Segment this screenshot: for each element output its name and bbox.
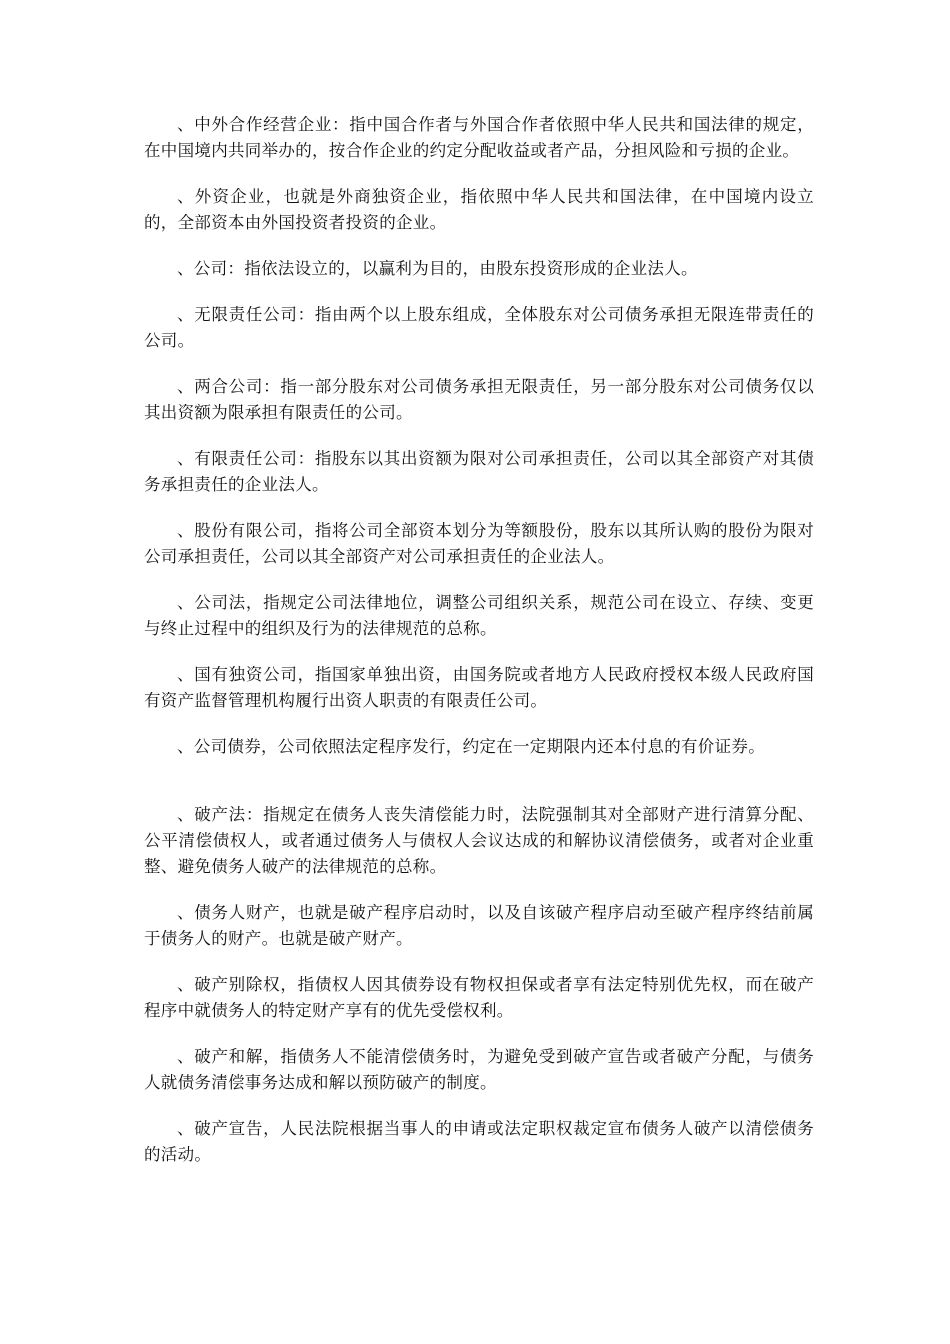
paragraph-corporate-bond: 、公司债券，公司依照法定程序发行，约定在一定期限内还本付息的有价证券。: [177, 737, 765, 756]
paragraph-bankruptcy-law: 、破产法：指规定在债务人丧失清偿能力时，法院强制其对全部财产进行清算分配、公平清偿债权人，或者通过债务人与债权人会议达成的和解协议清偿债务，或者对企业重整、避免债务人破产的法律规范的总称。: [144, 805, 814, 876]
paragraph-company: 、公司：指依法设立的，以赢利为目的，由股东投资形成的企业法人。: [177, 259, 698, 278]
paragraph-bankruptcy-settlement: 、破产和解，指债务人不能清偿债务时，为避免受到破产宣告或者破产分配，与债务人就债务清偿事务达成和解以预防破产的制度。: [144, 1047, 814, 1092]
paragraph-foreign-owned-enterprise: 、外资企业，也就是外商独资企业，指依照中华人民共和国法律，在中国境内设立的，全部资本由外国投资者投资的企业。: [144, 187, 814, 232]
paragraph-state-owned-company: 、国有独资公司，指国家单独出资，由国务院或者地方人民政府授权本级人民政府国有资产监督管理机构履行出资人职责的有限责任公司。: [144, 665, 814, 710]
paragraph-sino-foreign-cooperative: 、中外合作经营企业：指中国合作者与外国合作者依照中华人民共和国法律的规定，在中国境内共同举办的，按合作企业的约定分配收益或者产品，分担风险和亏损的企业。: [144, 115, 814, 160]
paragraph-right-of-separate-satisfaction: 、破产别除权，指债权人因其债券设有物权担保或者享有法定特别优先权，而在破产程序中就债务人的特定财产享有的优先受偿权利。: [144, 975, 814, 1020]
paragraph-limited-partnership-company: 、两合公司：指一部分股东对公司债务承担无限责任，另一部分股东对公司债务仅以其出资额为限承担有限责任的公司。: [144, 377, 814, 422]
paragraph-company-law: 、公司法，指规定公司法律地位，调整公司组织关系，规范公司在设立、存续、变更与终止过程中的组织及行为的法律规范的总称。: [144, 593, 814, 638]
paragraph-joint-stock-company: 、股份有限公司，指将公司全部资本划分为等额股份，股东以其所认购的股份为限对公司承担责任，公司以其全部资产对公司承担责任的企业法人。: [144, 521, 814, 566]
paragraph-unlimited-liability-company: 、无限责任公司：指由两个以上股东组成，全体股东对公司债务承担无限连带责任的公司。: [144, 305, 814, 350]
paragraph-debtor-property: 、债务人财产，也就是破产程序启动时，以及自该破产程序启动至破产程序终结前属于债务人的财产。也就是破产财产。: [144, 903, 814, 948]
paragraph-bankruptcy-declaration: 、破产宣告，人民法院根据当事人的申请或法定职权裁定宣布债务人破产以清偿债务的活动。: [144, 1119, 814, 1164]
paragraph-limited-liability-company: 、有限责任公司：指股东以其出资额为限对公司承担责任，公司以其全部资产对其债务承担责任的企业法人。: [144, 449, 814, 494]
